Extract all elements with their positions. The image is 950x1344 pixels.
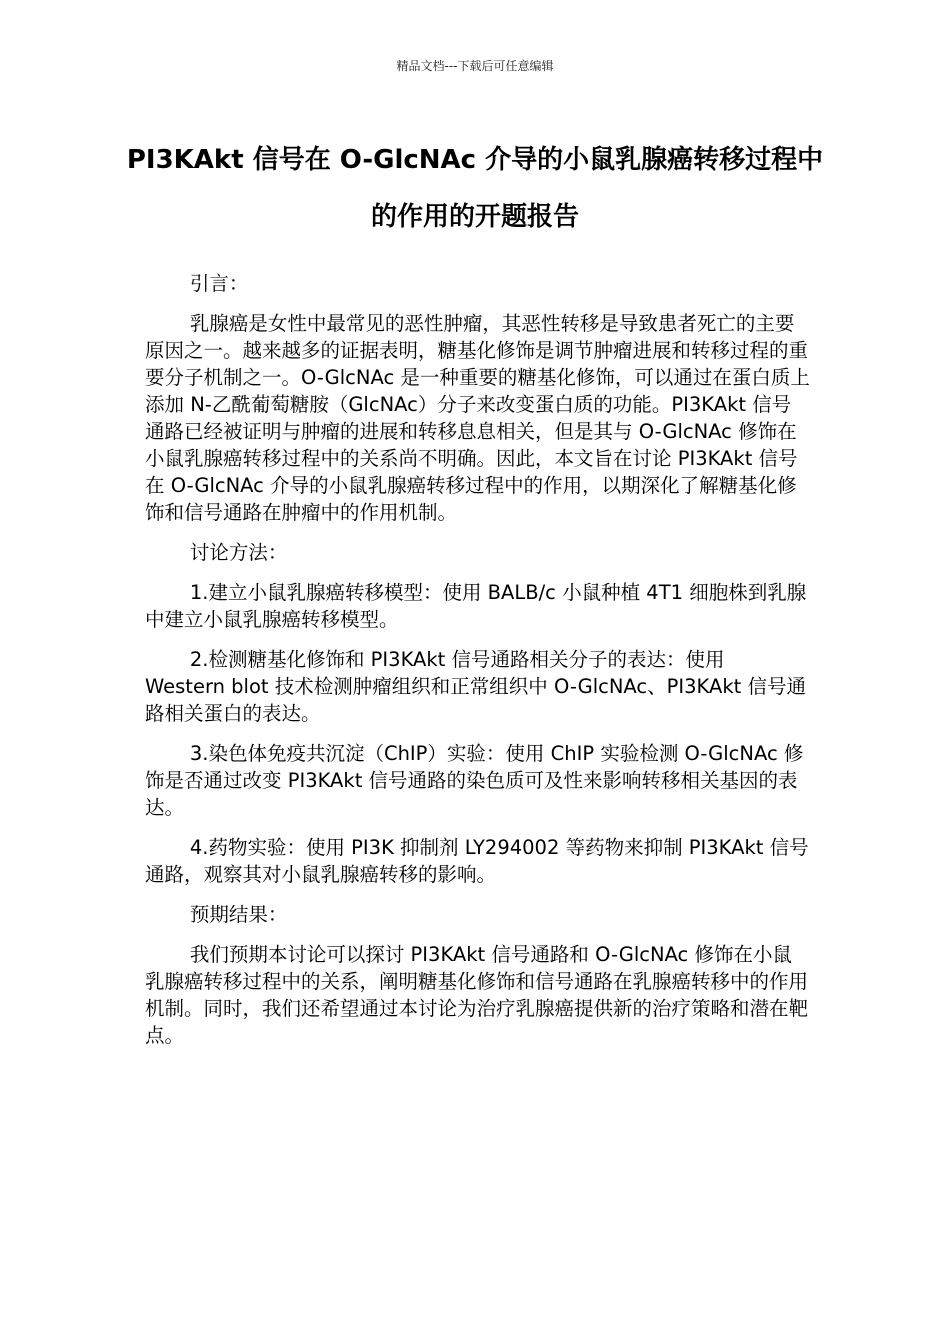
section-heading-expected-results: 预期结果： bbox=[189, 903, 288, 926]
method-item-1: 1.建立小鼠乳腺癌转移模型：使用 BALB/c 小鼠种植 4T1 细胞株到乳腺中建立小鼠乳腺癌转移模型。 bbox=[145, 581, 807, 631]
document-body bbox=[145, 270, 810, 1062]
header-note: 精品文档---下载后可任意编辑 bbox=[396, 59, 554, 73]
method-item-2: 2.检测糖基化修饰和 PI3KAkt 信号通路相关分子的表达：使用 Western blot 技术检测肿瘤组织和正常组织中 O-GlcNAc、PI3KAkt 信号通路相关蛋白的表达。 bbox=[145, 648, 806, 725]
paragraph-expected-results: 我们预期本讨论可以探讨 PI3KAkt 信号通路和 O-GlcNAc 修饰在小鼠乳腺癌转移过程中的关系，阐明糖基化修饰和信号通路在乳腺癌转移中的作用机制。同时，我们还希望通过本讨论为治疗乳腺癌提供新的治疗策略和潜在靶点。 bbox=[145, 943, 809, 1047]
section-heading-methods: 讨论方法： bbox=[189, 541, 288, 564]
paragraph-introduction: 乳腺癌是女性中最常见的恶性肿瘤，其恶性转移是导致患者死亡的主要原因之一。越来越多的证据表明，糖基化修饰是调节肿瘤进展和转移过程的重要分子机制之一。O-GlcNAc 是一种重要的糖基化修饰，可以通过在蛋白质上添加 N-乙酰葡萄糖胺（GlcNAc）分子来改变蛋白质的功能。PI3KAkt 信号通路已经被证明与肿瘤的进展和转移息息相关，但是其与 O-GlcNAc 修饰在小鼠乳腺癌转移过程中的关系尚不明确。因此，本文旨在讨论 PI3KAkt 信号在 O-GlcNAc 介导的小鼠乳腺癌转移过程中的作用，以期深化了解糖基化修饰和信号通路在肿瘤中的作用机制。 bbox=[145, 312, 810, 524]
method-item-4: 4.药物实验：使用 PI3K 抑制剂 LY294002 等药物来抑制 PI3KAkt 信号通路，观察其对小鼠乳腺癌转移的影响。 bbox=[145, 836, 809, 886]
section-heading-introduction: 引言： bbox=[189, 272, 249, 295]
method-item-3: 3.染色体免疫共沉淀（ChIP）实验：使用 ChIP 实验检测 O-GlcNAc 修饰是否通过改变 PI3KAkt 信号通路的染色质可及性来影响转移相关基因的表达。 bbox=[145, 742, 804, 819]
document-title: PI3KAkt 信号在 O-GlcNAc 介导的小鼠乳腺癌转移过程中的作用的开题报告 bbox=[126, 145, 824, 232]
